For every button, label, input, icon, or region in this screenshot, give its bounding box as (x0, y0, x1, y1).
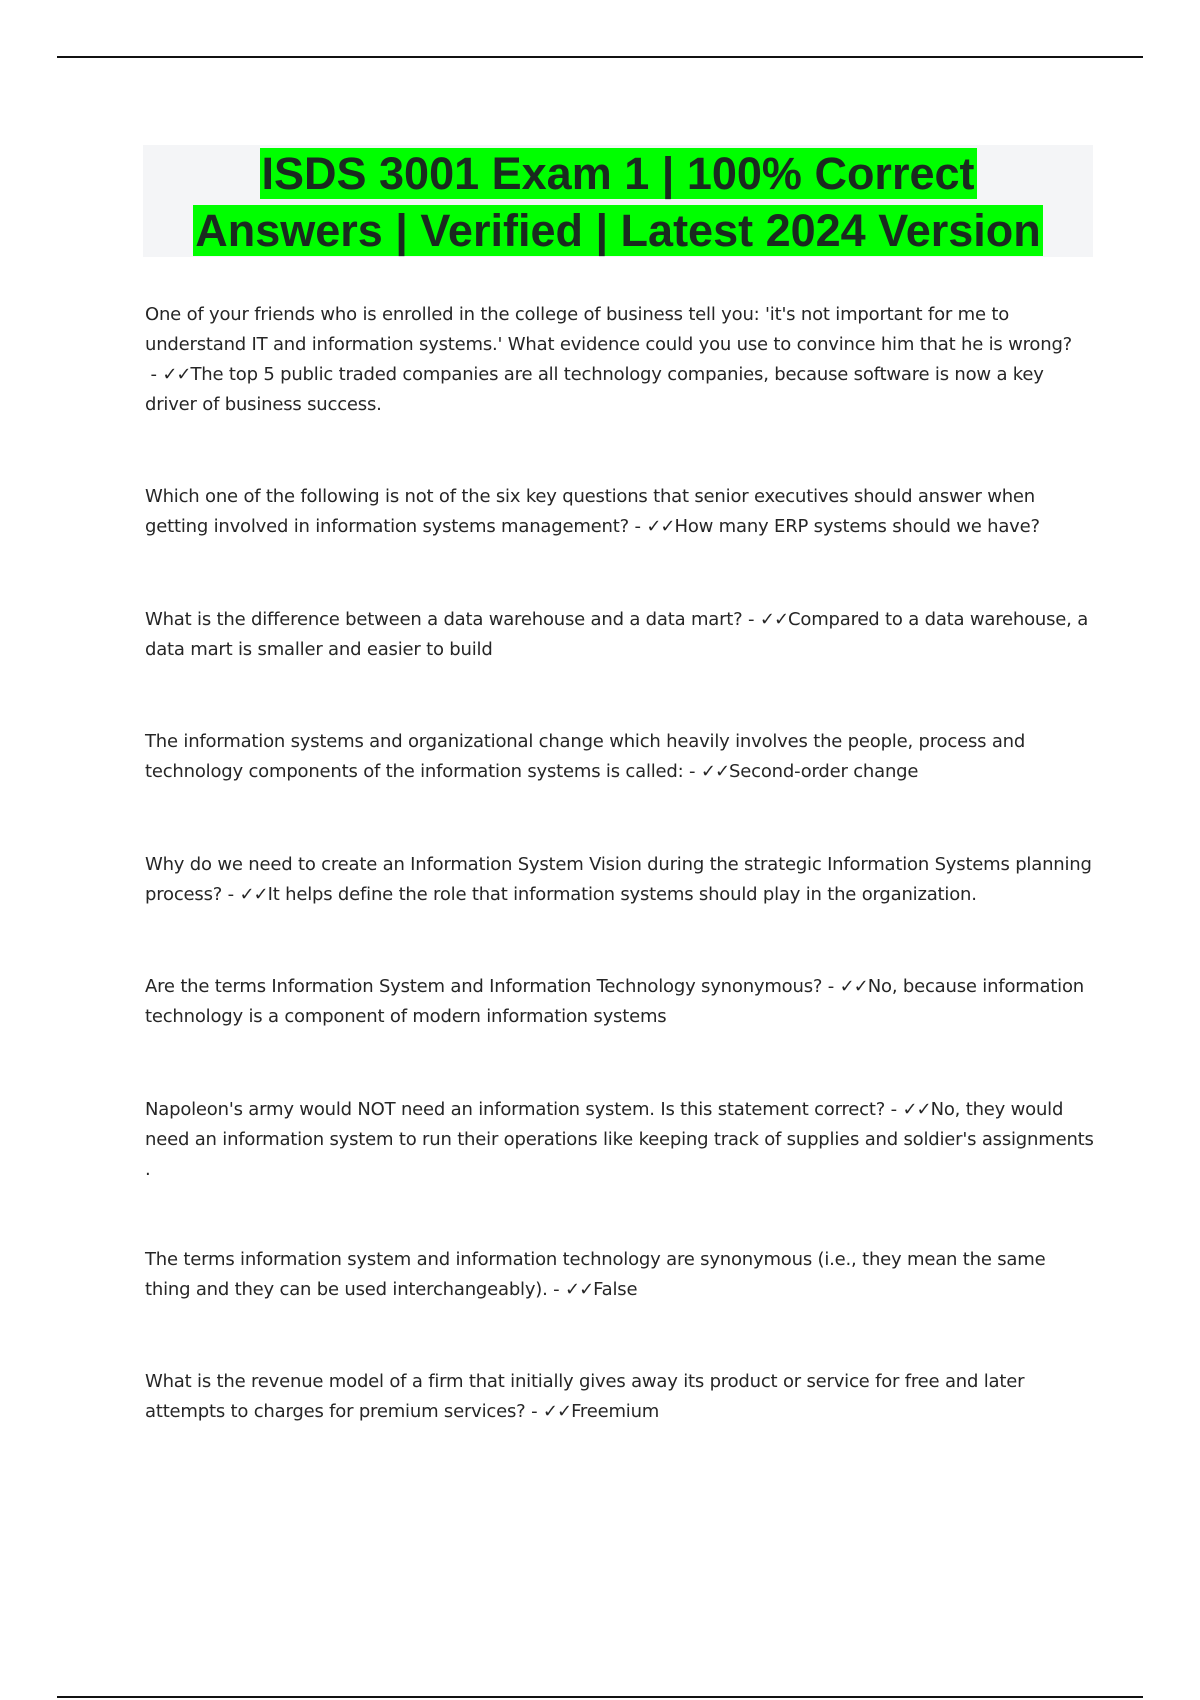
question-text: The information systems and organizational change which heavily involves the people, process and technology components of the information systems is called: (145, 731, 1026, 782)
answer-text: False (593, 1279, 638, 1300)
qa-item (145, 727, 1095, 787)
question-text: The terms information system and information technology are synonymous (i.e., they mean the same thing and they can be used interchangeably). (145, 1249, 1046, 1300)
separator: - (145, 364, 163, 385)
top-divider (57, 56, 1143, 58)
check-icon: ✓✓ (239, 884, 268, 905)
question-text: What is the difference between a data warehouse and a data mart? (145, 609, 743, 630)
qa-item (145, 482, 1095, 542)
title-line-2: Answers | Verified | Latest 2024 Version (195, 205, 1041, 256)
answer-text: No, they would need an information system to run their operations like keeping track of supplies and soldier's assignments . (145, 1099, 1094, 1180)
answer-text: Second-order change (729, 761, 919, 782)
separator: - (683, 761, 701, 782)
separator: - (628, 516, 647, 537)
qa-item (145, 300, 1095, 420)
separator: - (525, 1401, 543, 1422)
check-icon: ✓✓ (162, 364, 191, 385)
qa-item (145, 850, 1095, 910)
title-line-1: ISDS 3001 Exam 1 | 100% Correct (261, 148, 975, 199)
answer-text: How many ERP systems should we have? (674, 516, 1040, 537)
answer-text: It helps define the role that information systems should play in the organization. (267, 884, 977, 905)
separator: - (222, 884, 240, 905)
qa-item (145, 972, 1095, 1032)
question-text: Napoleon's army would NOT need an information system. Is this statement correct? (145, 1099, 886, 1120)
qa-item (145, 605, 1095, 665)
document-title (143, 145, 1093, 257)
separator: - (822, 976, 840, 997)
answer-text: Compared to a data warehouse, a data mart is smaller and easier to build (145, 609, 1089, 660)
question-text: Which one of the following is not of the six key questions that senior executives should answer when getting involved in information systems management? (145, 486, 1036, 537)
check-icon: ✓✓ (700, 761, 730, 782)
question-text: What is the revenue model of a firm that initially gives away its product or service for free and later attempts to charges for premium services? (145, 1371, 1025, 1422)
question-text: Why do we need to create an Information System Vision during the strategic Information Systems planning process? (145, 854, 1092, 905)
answer-text: Freemium (571, 1401, 660, 1422)
qa-item (145, 1245, 1095, 1305)
check-icon: ✓✓ (759, 609, 789, 630)
check-icon: ✓✓ (839, 976, 868, 997)
check-icon: ✓✓ (565, 1279, 594, 1300)
qa-item (145, 1367, 1095, 1427)
check-icon: ✓✓ (542, 1401, 572, 1422)
answer-text: The top 5 public traded companies are all technology companies, because software is now a key driver of business success. (145, 364, 1044, 415)
separator: - (547, 1279, 565, 1300)
bottom-divider (57, 1696, 1143, 1698)
check-icon: ✓✓ (902, 1099, 931, 1120)
separator: - (742, 609, 760, 630)
answer-text: No, because information technology is a component of modern information systems (145, 976, 1084, 1027)
question-text: Are the terms Information System and Information Technology synonymous? (145, 976, 823, 997)
separator: - (885, 1099, 903, 1120)
question-text: One of your friends who is enrolled in the college of business tell you: 'it's not important for me to understand IT and information systems.' What evidence could you use to convince him that he is wrong? (145, 304, 1073, 355)
check-icon: ✓✓ (646, 516, 675, 537)
qa-item (145, 1095, 1095, 1185)
